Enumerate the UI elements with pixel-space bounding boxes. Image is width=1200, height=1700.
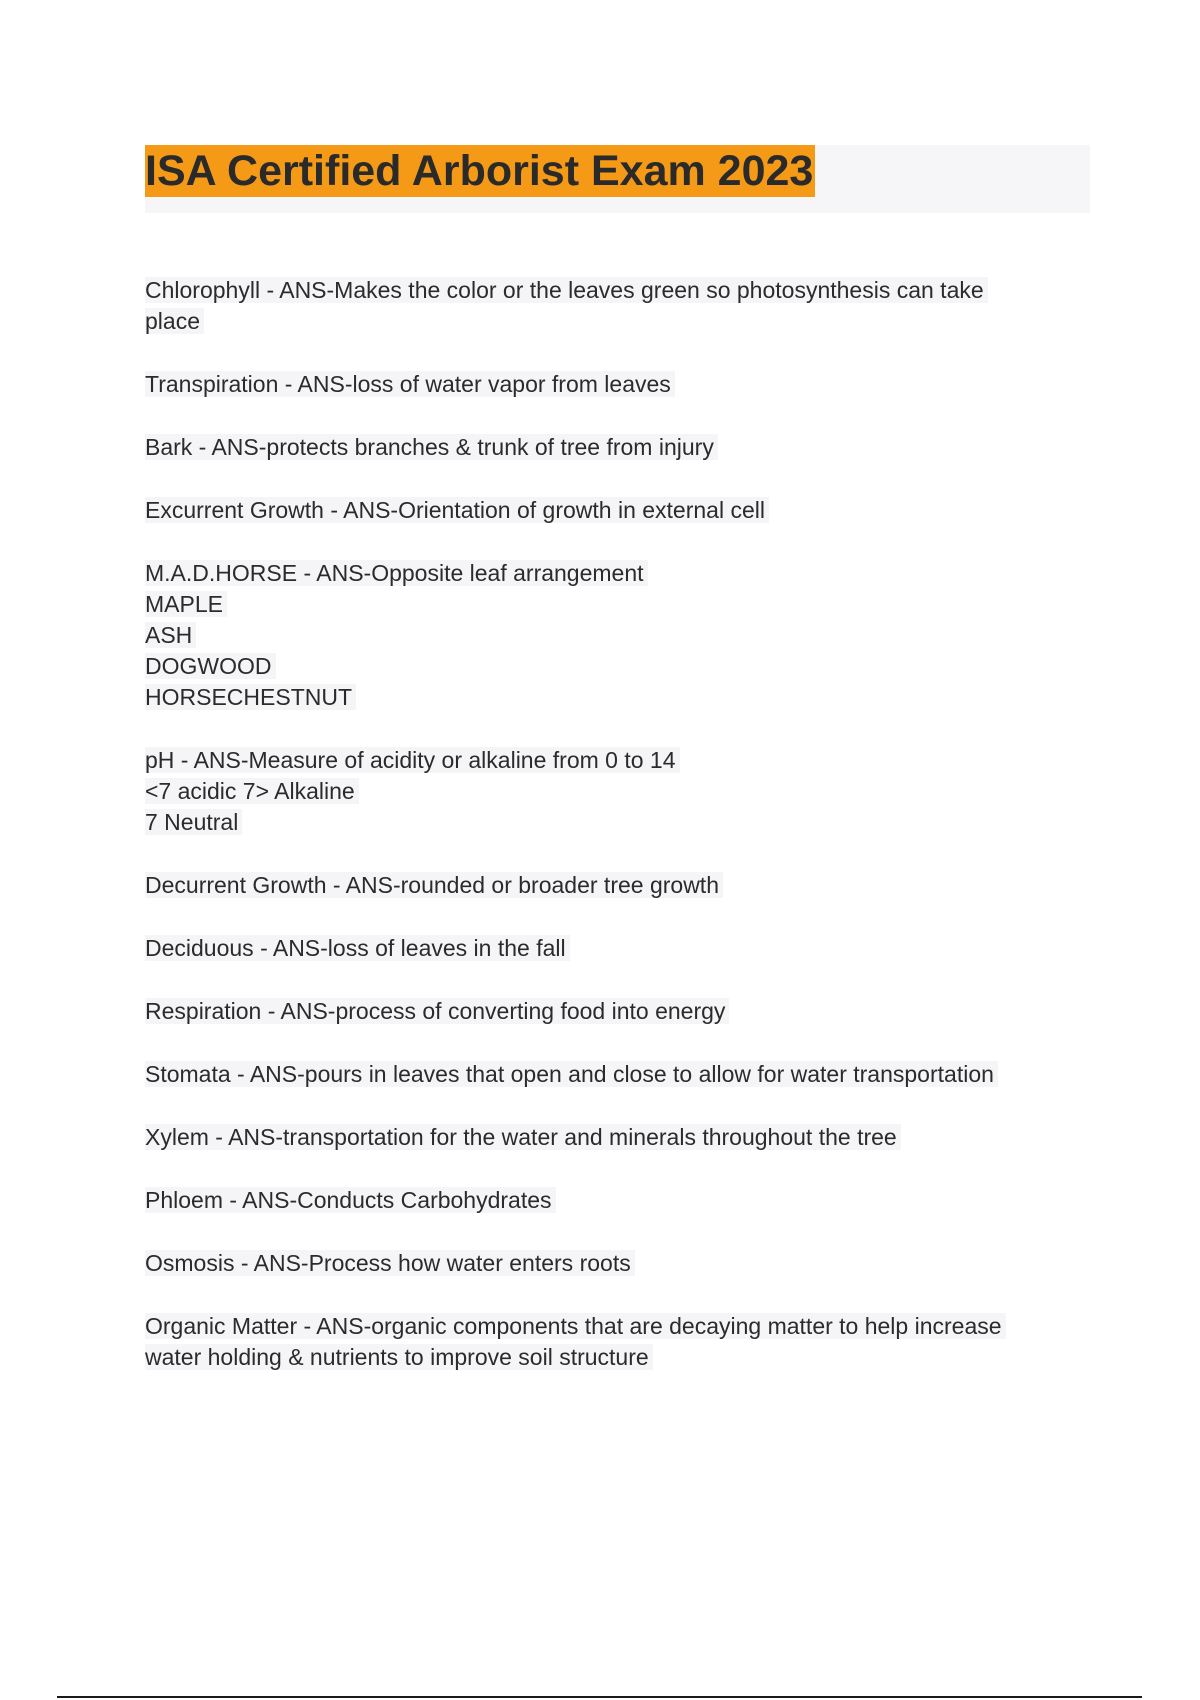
flashcard-entry-excurrent-growth <box>145 495 1085 526</box>
flashcard-entry-ph <box>145 745 1085 838</box>
entry-text: Phloem - ANS-Conducts Carbohydrates <box>145 1187 556 1213</box>
flashcard-entry-bark <box>145 432 1085 463</box>
flashcard-list <box>145 275 1085 1405</box>
footer-divider <box>57 1696 1142 1698</box>
flashcard-entry-stomata <box>145 1059 1085 1090</box>
entry-text: M.A.D.HORSE - ANS-Opposite leaf arrangement <box>145 560 648 586</box>
flashcard-entry-deciduous <box>145 933 1085 964</box>
flashcard-entry-transpiration <box>145 369 1085 400</box>
flashcard-entry-osmosis <box>145 1248 1085 1279</box>
entry-text: place <box>145 308 204 334</box>
flashcard-entry-phloem <box>145 1185 1085 1216</box>
entry-text: Chlorophyll - ANS-Makes the color or the leaves green so photosynthesis can take <box>145 277 988 303</box>
entry-text: <7 acidic 7> Alkaline <box>145 778 359 804</box>
flashcard-entry-xylem <box>145 1122 1085 1153</box>
entry-text: DOGWOOD <box>145 653 276 679</box>
flashcard-entry-respiration <box>145 996 1085 1027</box>
entry-text: Excurrent Growth - ANS-Orientation of growth in external cell <box>145 497 769 523</box>
flashcard-entry-mad-horse <box>145 558 1085 713</box>
entry-text: Deciduous - ANS-loss of leaves in the fall <box>145 935 570 961</box>
entry-text: Bark - ANS-protects branches & trunk of tree from injury <box>145 434 718 460</box>
entry-text: Respiration - ANS-process of converting food into energy <box>145 998 729 1024</box>
document-title: ISA Certified Arborist Exam 2023 <box>145 147 814 195</box>
entry-text: Transpiration - ANS-loss of water vapor from leaves <box>145 371 675 397</box>
flashcard-entry-organic-matter <box>145 1311 1085 1373</box>
entry-text: ASH <box>145 622 196 648</box>
flashcard-entry-chlorophyll <box>145 275 1085 337</box>
flashcard-entry-decurrent-growth <box>145 870 1085 901</box>
entry-text: MAPLE <box>145 591 227 617</box>
entry-text: Stomata - ANS-pours in leaves that open and close to allow for water transportation <box>145 1061 998 1087</box>
entry-text: Xylem - ANS-transportation for the water and minerals throughout the tree <box>145 1124 901 1150</box>
entry-text: Osmosis - ANS-Process how water enters roots <box>145 1250 635 1276</box>
entry-text: pH - ANS-Measure of acidity or alkaline from 0 to 14 <box>145 747 680 773</box>
entry-text: 7 Neutral <box>145 809 242 835</box>
entry-text: HORSECHESTNUT <box>145 684 356 710</box>
entry-text: Organic Matter - ANS-organic components that are decaying matter to help increase <box>145 1313 1006 1339</box>
entry-text: water holding & nutrients to improve soil structure <box>145 1344 653 1370</box>
entry-text: Decurrent Growth - ANS-rounded or broader tree growth <box>145 872 723 898</box>
